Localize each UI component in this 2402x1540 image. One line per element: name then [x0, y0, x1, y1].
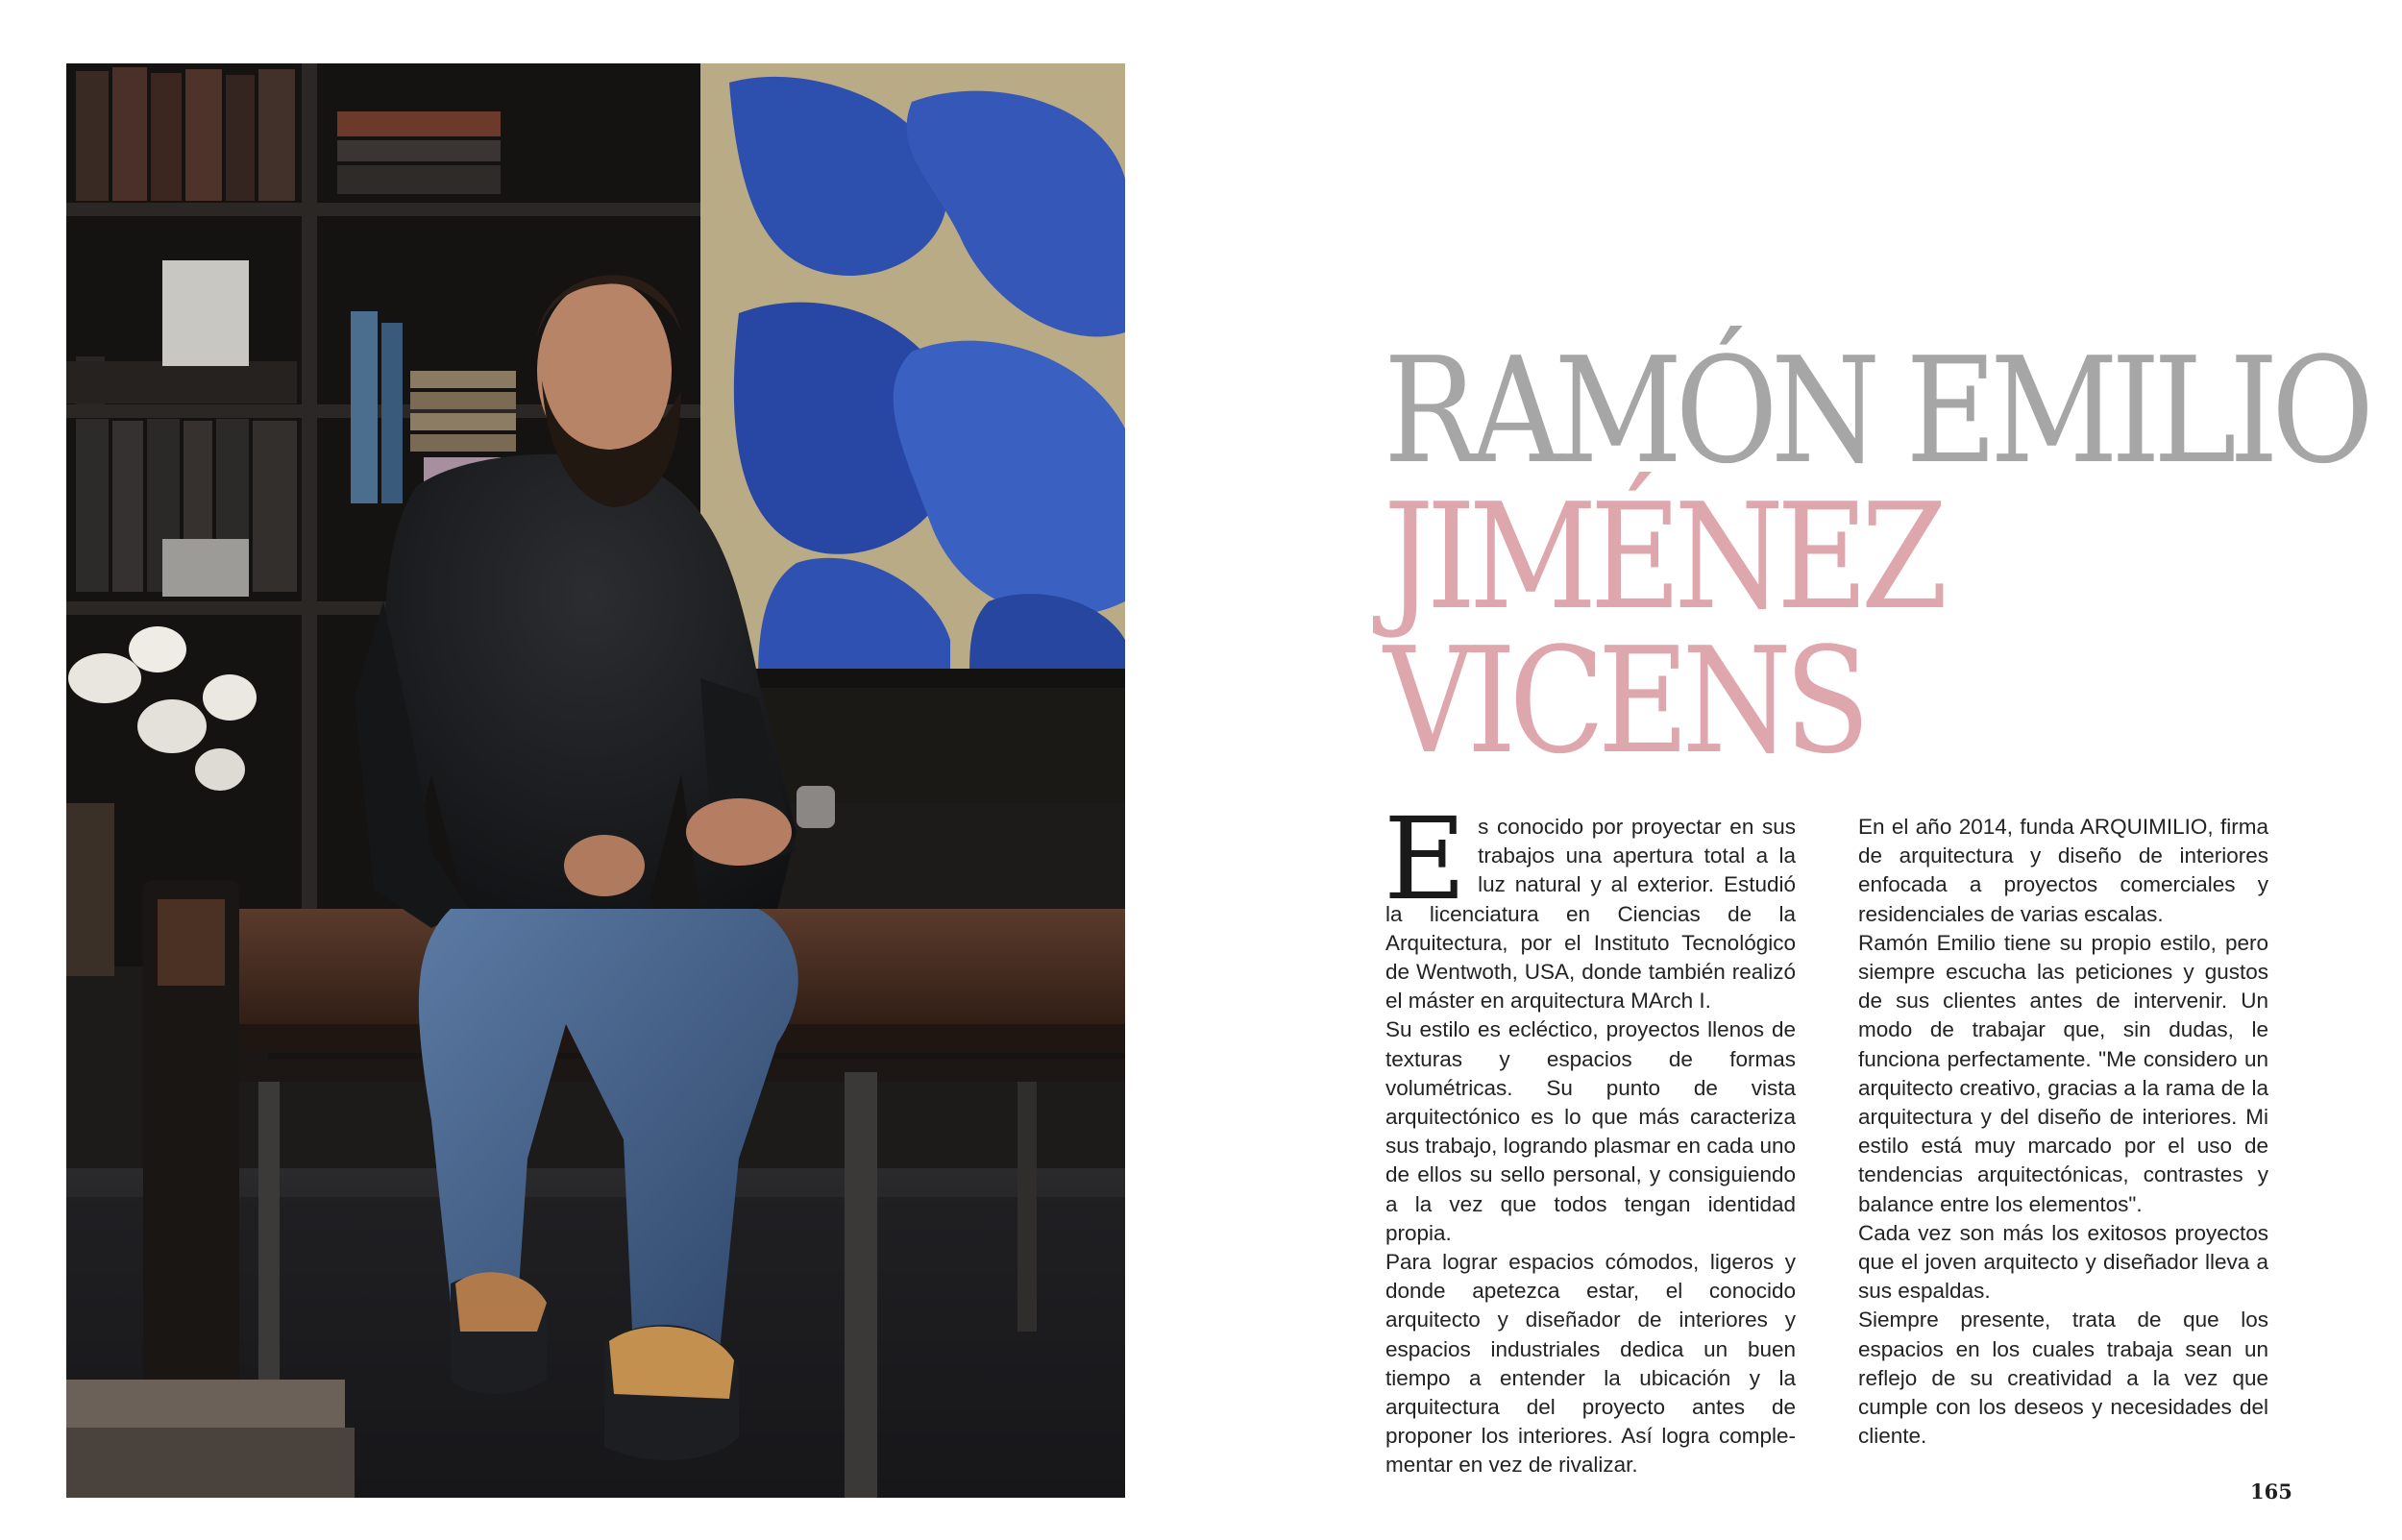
article-column-2: [1858, 813, 2268, 1451]
paragraph: Ramón Emilio tiene su propio estilo, pero siempre escucha las peticiones y gustos de sus clientes antes de intervenir. Un modo de trabajar que, sin dudas, le funciona perfectamente. "Me considero un arquitecto creativo, gracias a la rama de la arquitectura y del diseño de interiores. Mi estilo está muy marcado por el uso de tendencias arquitectónicas, contrastes y balance entre los elementos".: [1858, 930, 2268, 1216]
paragraph-text: s conocido por proyectar en sus trabajos una apertura total a la luz natural y al exterior. Estudió la licenciatura en Ciencias de la Arquitectura, por el Instituto Tecnológico de Wentwoth, USA, donde también realizó el máster en arquitectura MArch I.: [1385, 815, 1796, 1014]
paragraph: [1384, 793, 1796, 1015]
article-column-1: [1384, 793, 1796, 1480]
portrait-illustration: [66, 63, 1125, 1498]
paragraph: Para lograr espacios cómodos, ligeros y donde apetezca estar, el conocido arquitecto y diseñador de interiores y espacios industriales dedica un buen tiempo a entender la ubicación y la arquitectura del proyecto antes de proponer los interiores. Así logra complementar en vez de rivalizar.: [1385, 1250, 1796, 1478]
page-number: 165: [2250, 1479, 2292, 1503]
paragraph: Siempre presente, trata de que los espacios en los cuales trabaja sean un reflejo de su creatividad a la vez que cumple con los deseos y necesidades del cliente.: [1858, 1308, 2268, 1449]
headline-last-name-2: VICENS: [1384, 616, 1863, 786]
abstract-painting: [700, 63, 1125, 678]
headline-last-name-1: JIMÉNEZ: [1384, 472, 1941, 642]
drop-cap: E: [1384, 793, 1467, 925]
paragraph: Cada vez son más los exitosos proyectos que el joven arquitecto y diseñador lleva a sus espaldas.: [1858, 1220, 2268, 1304]
portrait-photo: [66, 63, 1125, 1498]
paragraph: Su estilo es ecléctico, proyectos llenos de texturas y espacios de formas volumétricas. Su punto de vista arquitectónico es lo que más caracteriza sus trabajo, logrando plasmar en cada uno de ellos su sello personal, y consiguiendo a la vez que todos tengan identidad propia.: [1385, 1017, 1796, 1245]
headline-first-name: RAMÓN EMILIO: [1384, 326, 2367, 496]
paragraph: En el año 2014, funda ARQUIMILIO, firma de arquitectura y diseño de interiores enfocada a proyectos comerciales y residenciales de varias escalas.: [1858, 815, 2268, 926]
